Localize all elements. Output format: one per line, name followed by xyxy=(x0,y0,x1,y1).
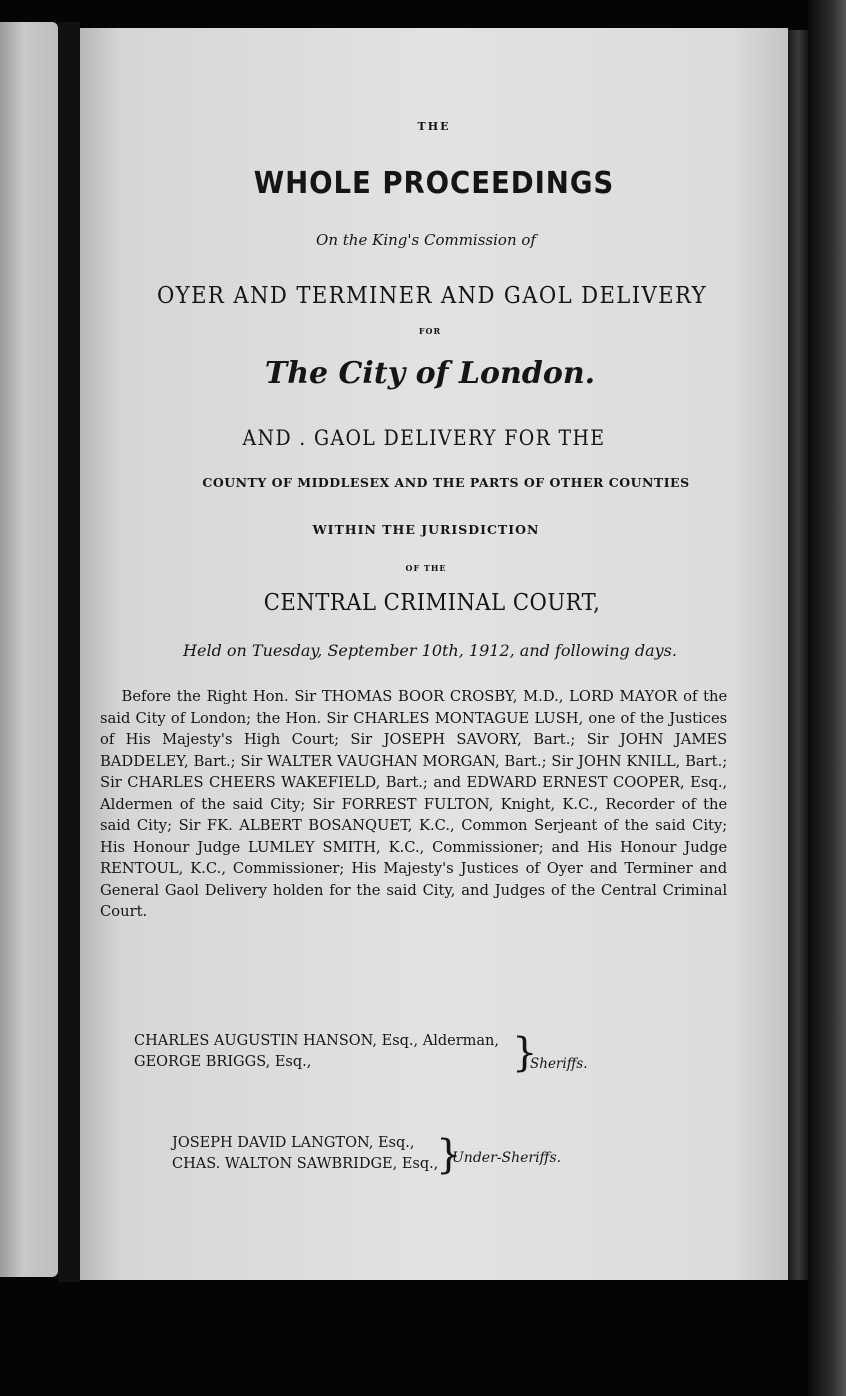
city-of-london-heading: The City of London. xyxy=(264,356,596,391)
sheriff-line-1: CHARLES AUGUSTIN HANSON, Esq., Alderman, xyxy=(134,1033,499,1049)
under-sheriffs-names xyxy=(172,1133,438,1175)
county-heading: COUNTY OF MIDDLESEX AND THE PARTS OF OTHER COUNTIES xyxy=(202,475,690,490)
of-the-word: OF THE xyxy=(405,563,447,573)
justices-paragraph: Before the Right Hon. Sir THOMAS BOOR CROSBY, M.D., LORD MAYOR of the said City of London; the Hon. Sir CHARLES MONTAGUE LUSH, one of the Justices of His Majesty's High Court; Sir JOSEPH SAVORY, Bart.; Sir JOHN JAMES BADDELEY, Bart.; Sir WALTER VAUGHAN MORGAN, Bart.; Sir JOHN KNILL, Bart.; Sir CHARLES CHEERS WAKEFIELD, Bart.; and EDWARD ERNEST COOPER, Esq., Aldermen of the said City; Sir FORREST FULTON, Knight, K.C., Recorder of the said City; Sir FK. ALBERT BOSANQUET, K.C., Common Serjeant of the said City; His Honour Judge LUMLEY SMITH, K.C., Commissioner; and His Honour Judge RENTOUL, K.C., Commissioner; His Majesty's Justices of Oyer and Terminer and General Gaol Delivery holden for the said City, and Judges of the Central Criminal Court. xyxy=(100,687,728,920)
session-date: Held on Tuesday, September 10th, 1912, and following days. xyxy=(183,641,677,660)
title-whole-proceedings: WHOLE PROCEEDINGS xyxy=(253,166,615,201)
sheriff-line-2: GEORGE BRIGGS, Esq., xyxy=(134,1054,312,1070)
oyer-terminer-heading: OYER AND TERMINER AND GAOL DELIVERY xyxy=(157,283,707,309)
jurisdiction-heading: WITHIN THE JURISDICTION xyxy=(312,522,540,537)
kings-commission: On the King's Commission of xyxy=(316,231,536,249)
title-the: THE xyxy=(417,120,451,133)
brace-icon: } xyxy=(512,1030,538,1076)
under-sheriff-line-2: CHAS. WALTON SAWBRIDGE, Esq., xyxy=(172,1156,439,1172)
page-stack-edge xyxy=(788,30,808,1280)
brace-icon: } xyxy=(436,1132,462,1178)
for-word: FOR xyxy=(418,326,442,336)
book-cover-edge xyxy=(808,0,846,1396)
title-page xyxy=(80,28,788,1280)
under-sheriffs-label: Under-Sheriffs. xyxy=(452,1150,562,1166)
under-sheriff-line-1: JOSEPH DAVID LANGTON, Esq., xyxy=(172,1135,415,1151)
facing-page-edge xyxy=(0,22,58,1277)
sheriffs-label: Sheriffs. xyxy=(530,1056,588,1072)
sheriffs-names xyxy=(134,1031,499,1073)
central-criminal-court-heading: CENTRAL CRIMINAL COURT, xyxy=(263,590,601,616)
gaol-delivery-heading: AND . GAOL DELIVERY FOR THE xyxy=(242,426,606,450)
